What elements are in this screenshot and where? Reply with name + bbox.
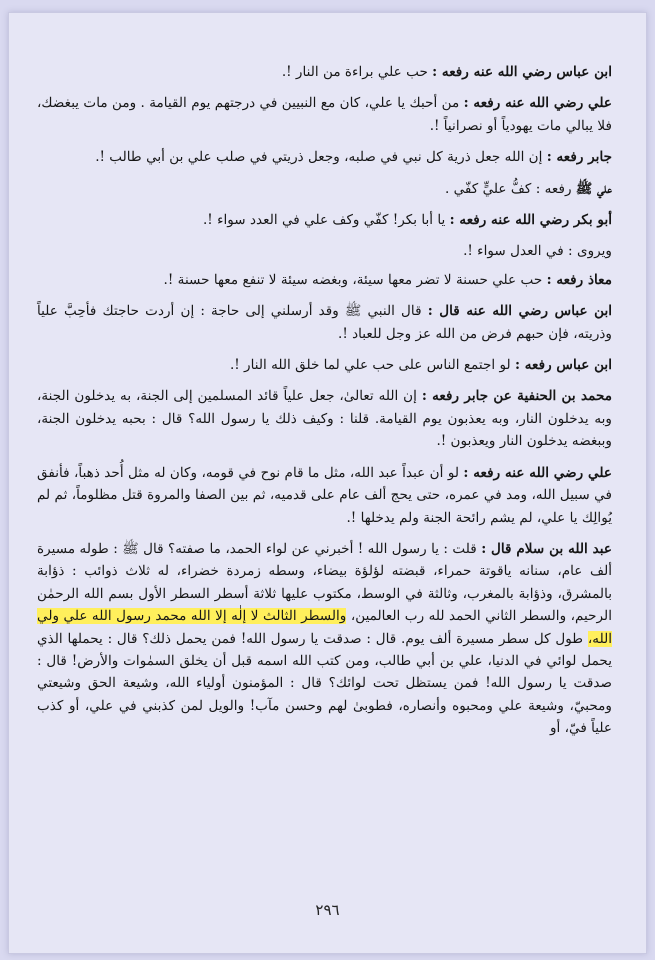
paragraph <box>37 209 612 231</box>
paragraph <box>37 92 612 137</box>
paragraph <box>37 146 612 168</box>
hadith-text: لو اجتمع الناس على حب علي لما خلق الله النار !. <box>229 357 516 374</box>
page-number: ٢٩٦ <box>315 901 340 919</box>
paragraph <box>37 385 612 452</box>
hadith-source: عبد الله بن سلام قال : <box>481 540 612 557</box>
hadith-text: ويروى : في العدل سواء !. <box>463 243 612 260</box>
paragraph <box>37 300 612 345</box>
paragraph <box>37 61 612 83</box>
paragraph <box>37 178 612 200</box>
hadith-text: يا أبا بكر! كفّي وكف علي في العدد سواء !. <box>202 212 450 229</box>
hadith-text: إن الله تعالىٰ، جعل علياً قائد المسلمين إلى الجنة، به يدخلون الجنة، وبه يدخلون النار، وبه يعذبون يوم القيامة. قلنا : وكيف ذلك يا رسول الله؟ قال : بحبه يدخلون الجنة، وببغضه يدخلون النار ويعذبون !. <box>37 388 612 450</box>
paragraph <box>37 354 612 376</box>
hadith-source: ابن عباس رفعه : <box>515 357 612 374</box>
highlighted-text: والسطر الثالث لا إلٰه إلا الله محمد رسول الله علي ولي الله، <box>37 608 612 647</box>
paragraph <box>37 269 612 291</box>
hadith-source: علي رضي الله عنه رفعه : <box>463 464 612 481</box>
hadith-source: علي رضي الله عنه رفعه : <box>463 95 612 112</box>
paragraph <box>37 538 612 740</box>
hadith-source: جابر رفعه : <box>546 149 612 166</box>
hadith-text: حب علي براءة من النار !. <box>281 64 433 80</box>
hadith-text: إن الله جعل ذرية كل نبي في صلبه، وجعل ذريتي في صلب علي بن أبي طالب !. <box>95 149 547 166</box>
hadith-source: ابن عباس رضي الله عنه قال : <box>427 303 613 320</box>
hadith-text: قال النبي ﷺ وقد أرسلني إلى حاجة : إن أردت حاجتك فأحِبَّ علياً وذريته، فإن حبهم فرض من الله عز وجل للعباد !. <box>37 303 612 342</box>
hadith-text: طول كل سطر مسيرة ألف يوم. قال : صدقت يا رسول الله! فمن يحمل ذلك؟ قال : يحملها الذي يحمل لوائي في الدنيا، علي بن أبي طالب، ومن كتب الله اسمه قبل أن يخلق السمٰوات والأرض! قال : صدقت يا رسول الله! فمن يستظل تحت لوائك؟ قال : المؤمنون أولياء الله، وشيعة الحق وشيعتي ومحبيّ، وشيعة علي ومحبوه وأنصاره، فطوبىٰ لهم وحسن مآب! والويل لمن كذبني في علي، أو كذب علياً فيّ، أو <box>37 630 612 737</box>
hadith-source: معاذ رفعه : <box>546 271 612 288</box>
paragraph <box>37 462 612 529</box>
hadith-source: ابن عباس رضي الله عنه رفعه : <box>432 64 612 80</box>
hadith-text: لو أن عبداً عبد الله، مثل ما قام نوح في قومه، وكان له مثل أُحد ذهباً، فأنفق في سبيل الله، ومد في عمره، حتى يحج ألف عام على قدميه، ثم بين الصفا والمروة قتل مظلوماً، ثم لم يُوالِك يا علي، لم يشم رائحة الجنة ولم يدخلها !. <box>37 464 612 526</box>
hadith-source: أبو بكر رضي الله عنه رفعه : <box>449 212 612 229</box>
hadith-text: حب علي حسنة لا تضر معها سيئة، وبغضه سيئة لا تنفع معها حسنة !. <box>163 271 547 288</box>
paragraph <box>37 240 612 262</box>
page-text <box>37 61 612 749</box>
hadith-text: رفعه : كفُّ عليٍّ كفّي . <box>444 180 576 197</box>
hadith-source: علي ﷺ <box>575 180 612 197</box>
hadith-text: من أحبك يا علي، كان مع النبيين في درجتهم يوم القيامة . ومن مات يبغضك، فلا يبالي مات يهودياً أو نصرانياً !. <box>37 95 612 134</box>
hadith-source: محمد بن الحنفية عن جابر رفعه : <box>421 388 613 405</box>
hadith-text: قلت : يا رسول الله ! أخبرني عن لواء الحمد، ما صفته؟ قال ﷺ : طوله مسيرة ألف عام، سنانه ياقوتة حمراء، قبضته لؤلؤة بيضاء، وسطه زمردة خضراء، له ثلاث ذوائب : ذؤابة بالمشرق، وذؤابة بالمغرب، وثالثة في الوسط، مكتوب عليها ثلاثة أسطر السطر الأول بسم الله الرحمٰن الرحيم، والسطر الثاني الحمد لله رب العالمين، <box>37 540 612 625</box>
book-page <box>8 12 647 954</box>
